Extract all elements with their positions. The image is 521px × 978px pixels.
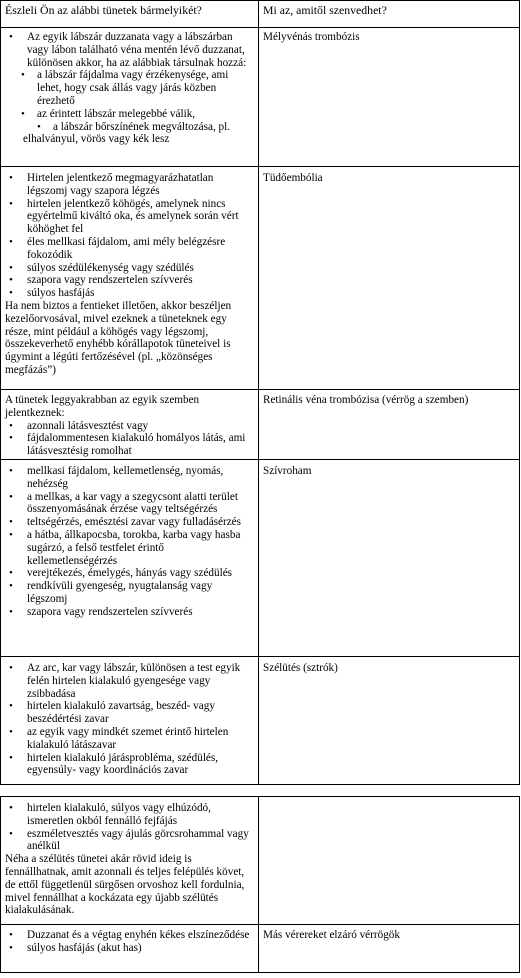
list-item: • Hirtelen jelentkező megmagyarázhatatlan légszomj vagy szapora légzés [5, 172, 255, 198]
table-row [1, 459, 520, 656]
table-row [1, 28, 520, 167]
header-symptoms: Észleli Ön az alábbi tünetek bármelyikét? [1, 1, 259, 28]
symptoms-cell [1, 797, 259, 925]
sub-list-item: • a lábszár bőrszínének megváltozása, pl. elhalványul, vörös vagy kék lesz [5, 121, 255, 147]
list-item: • hirtelen kialakuló zavartság, beszéd- vagy beszédértési zavar [5, 700, 255, 726]
list-item: • a mellkas, a kar vagy a szegycsont alatti terület összenyomásának érzése vagy teltségérzés [5, 491, 255, 517]
symptoms-cell [1, 28, 259, 167]
list-item: • éles mellkasi fájdalom, ami mély belégzésre fokozódik [5, 236, 255, 262]
list-item: • hirtelen kialakuló, súlyos vagy elhúzódó, ismeretlen okból fennálló fejfájás [5, 802, 255, 828]
condition-cell: Mélyvénás trombózis [259, 28, 520, 167]
condition-cell: Tüdőembólia [259, 167, 520, 390]
list-item: • Duzzanat és a végtag enyhén kékes elszíneződése [5, 929, 255, 942]
list-item: • a hátba, állkapocsba, torokba, karba vagy hasba sugárzó, a felső testfelet érintő kellemetlenségérzés [5, 529, 255, 567]
table-row [1, 167, 520, 390]
list-item: • súlyos hasfájás (akut has) [5, 942, 255, 955]
symptoms-cell [1, 390, 259, 460]
table-row [1, 390, 520, 460]
list-item: • az egyik vagy mindkét szemet érintő hirtelen kialakuló látászavar [5, 726, 255, 752]
list-item: • szapora vagy rendszertelen szívverés [5, 274, 255, 287]
symptoms-cell [1, 656, 259, 784]
list-item: • hirtelen kialakuló járásprobléma, szédülés, egyensúly- vagy koordinációs zavar [5, 752, 255, 778]
condition-cell: Szélütés (sztrók) [259, 656, 520, 784]
list-item: • súlyos hasfájás [5, 287, 255, 300]
condition-cell: Retinális véna trombózisa (vérrög a szemben) [259, 390, 520, 460]
note-text: Ha nem biztos a fentieket illetően, akkor beszéljen kezelőorvosával, mivel ezeknek a tüneteknek egy része, mint például a köhögés vagy légszomj, összekeverhető enyhébb kórállapotok tüneteivel is úgymint a légúti fertőzésével (pl. „közönséges megfázás”) [5, 299, 232, 376]
list-item: • mellkasi fájdalom, kellemetlenség, nyomás, nehézség [5, 465, 255, 491]
list-item: • súlyos szédülékenység vagy szédülés [5, 262, 255, 275]
header-condition: Mi az, amitől szenvedhet? [259, 1, 520, 28]
list-item: • Az egyik lábszár duzzanata vagy a lábszárban vagy lábon található véna mentén lévő duzzanat, különösen akkor, ha az alábbiak társulnak hozzá: [5, 31, 255, 69]
list-item: • fájdalommentesen kialakuló homályos látás, ami látásvesztésig romolhat [5, 432, 255, 458]
sub-list-item: • az érintett lábszár melegebbé válik, [19, 108, 255, 121]
list-item: • teltségérzés, emésztési zavar vagy fulladásérzés [5, 516, 255, 529]
condition-cell: Szívroham [259, 459, 520, 656]
table-row [1, 797, 520, 925]
list-item: • szapora vagy rendszertelen szívverés [5, 606, 255, 619]
symptoms-cell [1, 925, 259, 973]
table-row [1, 925, 520, 973]
note-text: Néha a szélütés tünetei akár rövid ideig is fennállhatnak, amit azonnali és teljes felépülés követ, de ettől függetlenül sürgősen orvoshoz kell fordulnia, mivel fennállhat a kockázata egy újabb szélütés kialakulásának. [5, 853, 245, 917]
condition-cell: Más vérereket elzáró vérrögök [259, 925, 520, 973]
list-item: • azonnali látásvesztést vagy [5, 420, 255, 433]
list-item: • hirtelen jelentkező köhögés, amelynek nincs egyértelmű kiváltó oka, és amelynek során vért köhöghet fel [5, 198, 255, 236]
table-row [1, 656, 520, 784]
table-header-row [1, 1, 520, 28]
list-item: • Az arc, kar vagy lábszár, különösen a test egyik felén hirtelen kialakuló gyengesége vagy zsibbadása [5, 662, 255, 700]
symptoms-table-continued [0, 796, 520, 973]
condition-cell [259, 797, 520, 925]
intro-text: A tünetek leggyakrabban az egyik szemben jelentkeznek: [5, 394, 200, 419]
symptoms-cell [1, 167, 259, 390]
symptoms-cell [1, 459, 259, 656]
list-item: • rendkívüli gyengeség, nyugtalanság vagy légszomj [5, 580, 255, 606]
list-item: • eszméletvesztés vagy ájulás görcsrohammal vagy anélkül [5, 828, 255, 854]
list-item: • verejtékezés, émelygés, hányás vagy szédülés [5, 567, 255, 580]
sub-list-item: • a lábszár fájdalma vagy érzékenysége, ami lehet, hogy csak állás vagy járás közben érezhető [19, 69, 255, 107]
